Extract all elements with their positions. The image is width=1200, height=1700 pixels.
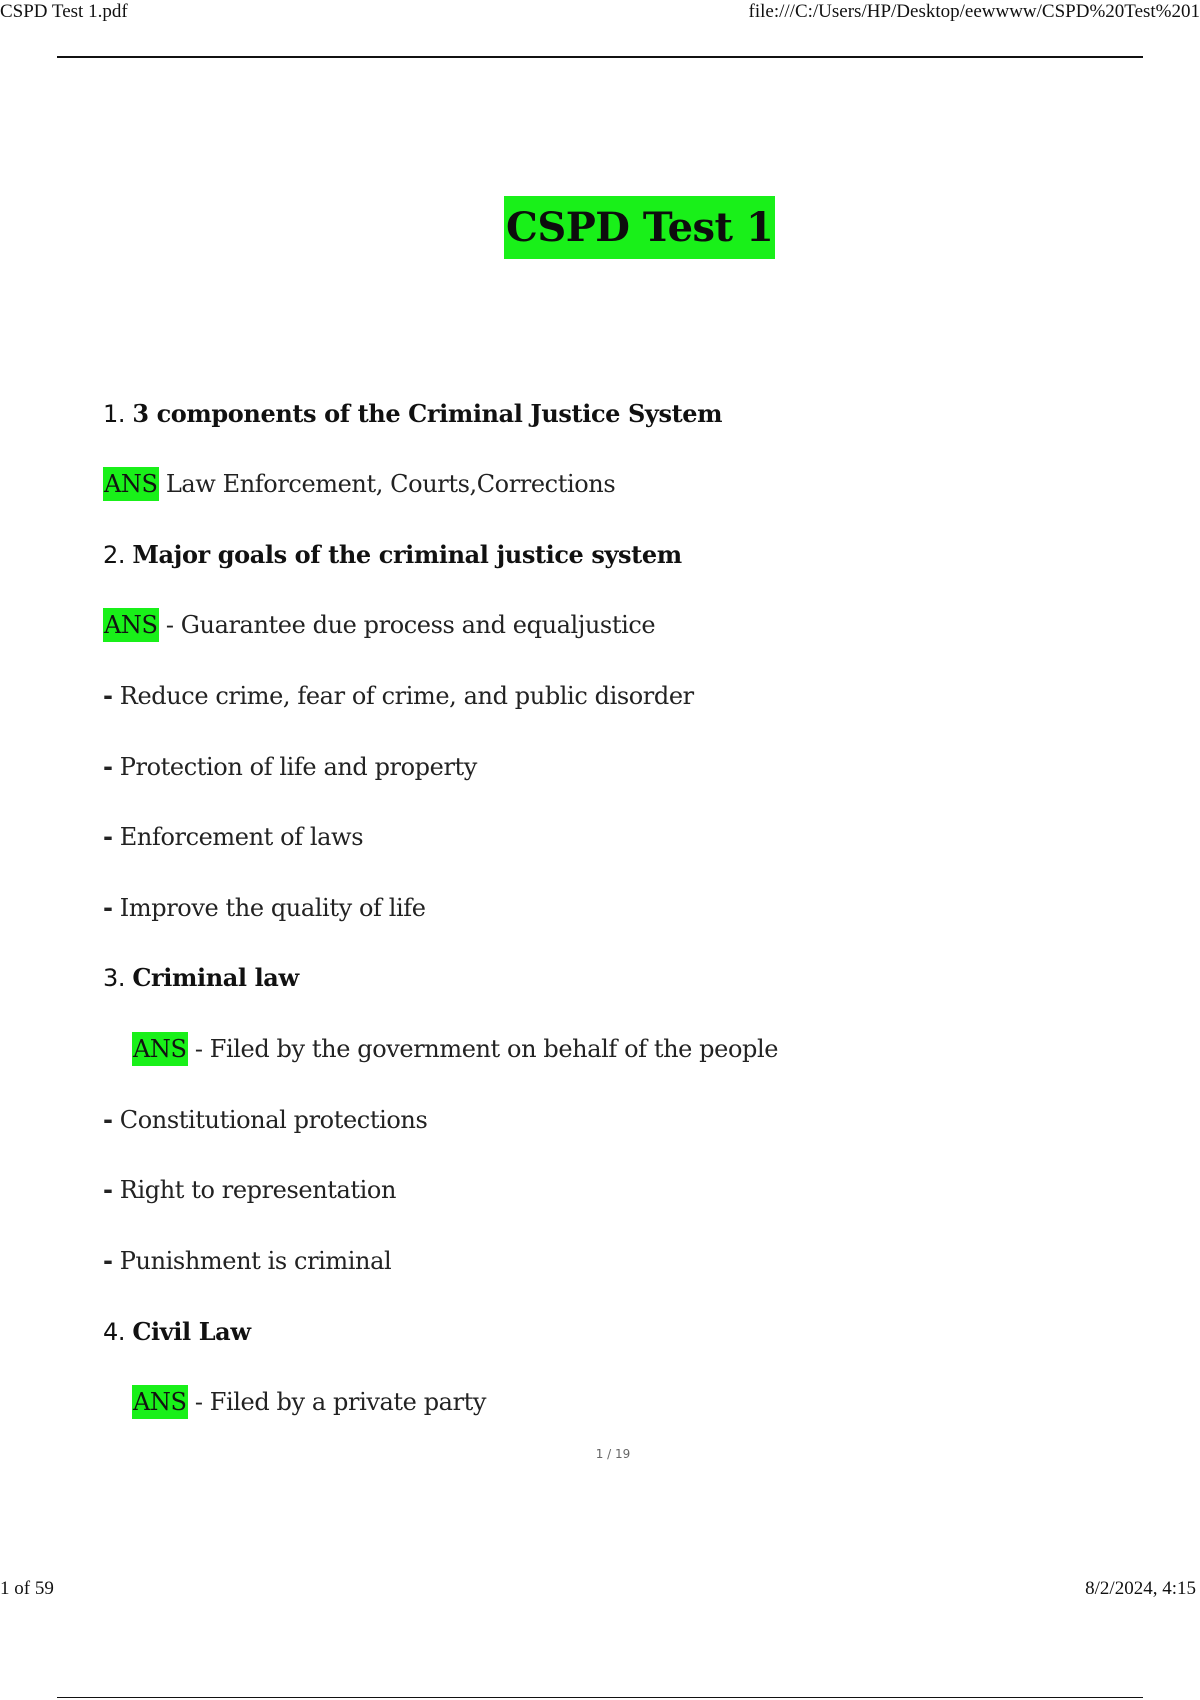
list-item (103, 1244, 391, 1278)
list-item (103, 820, 363, 854)
list-item-text: Protection of life and property (119, 753, 477, 781)
footer-rule (57, 1697, 1143, 1698)
question-1 (103, 397, 722, 431)
list-item-text: Right to representation (119, 1176, 397, 1204)
answer-text: - Guarantee due process and equaljustice (165, 611, 656, 639)
question-4 (103, 1315, 251, 1349)
question-text: Major goals of the criminal justice system (132, 540, 682, 569)
answer-text: - Filed by the government on behalf of the people (194, 1035, 779, 1063)
question-2 (103, 538, 682, 572)
answer-tag: ANS (132, 1385, 188, 1419)
question-number: 1. (103, 400, 126, 428)
dash-bullet: - (103, 1176, 113, 1204)
answer-4 (132, 1385, 486, 1419)
print-footer-page: 1 of 59 (0, 1578, 54, 1599)
dash-bullet: - (103, 894, 113, 922)
question-number: 4. (103, 1318, 126, 1346)
list-item (103, 1103, 427, 1137)
question-number: 2. (103, 541, 126, 569)
list-item (103, 1173, 396, 1207)
answer-2 (103, 608, 655, 642)
answer-tag: ANS (103, 467, 159, 501)
dash-bullet: - (103, 753, 113, 781)
answer-text: - Filed by a private party (194, 1388, 487, 1416)
dash-bullet: - (103, 1247, 113, 1275)
dash-bullet: - (103, 823, 113, 851)
answer-1 (103, 467, 615, 501)
print-header-title: CSPD Test 1.pdf (0, 1, 128, 22)
list-item-text: Punishment is criminal (119, 1247, 392, 1275)
question-text: Civil Law (132, 1317, 251, 1346)
answer-3 (132, 1032, 778, 1066)
print-header-url: file:///C:/Users/HP/Desktop/eewwww/CSPD%20Test%201 (748, 1, 1200, 22)
list-item (103, 750, 477, 784)
dash-bullet: - (103, 682, 113, 710)
header-rule (57, 56, 1143, 58)
answer-tag: ANS (132, 1032, 188, 1066)
question-3 (103, 961, 299, 995)
list-item (103, 679, 694, 713)
list-item-text: Enforcement of laws (119, 823, 364, 851)
page-counter: 1 / 19 (595, 1447, 631, 1461)
answer-tag: ANS (103, 608, 159, 642)
list-item (103, 891, 426, 925)
document-title: CSPD Test 1 (504, 196, 775, 259)
answer-text: Law Enforcement, Courts,Corrections (165, 470, 616, 498)
question-number: 3. (103, 964, 126, 992)
list-item-text: Reduce crime, fear of crime, and public disorder (119, 682, 694, 710)
print-footer-timestamp: 8/2/2024, 4:15 (1085, 1578, 1196, 1599)
list-item-text: Constitutional protections (119, 1106, 428, 1134)
dash-bullet: - (103, 1106, 113, 1134)
question-text: Criminal law (132, 963, 299, 992)
list-item-text: Improve the quality of life (119, 894, 426, 922)
question-text: 3 components of the Criminal Justice System (132, 399, 723, 428)
